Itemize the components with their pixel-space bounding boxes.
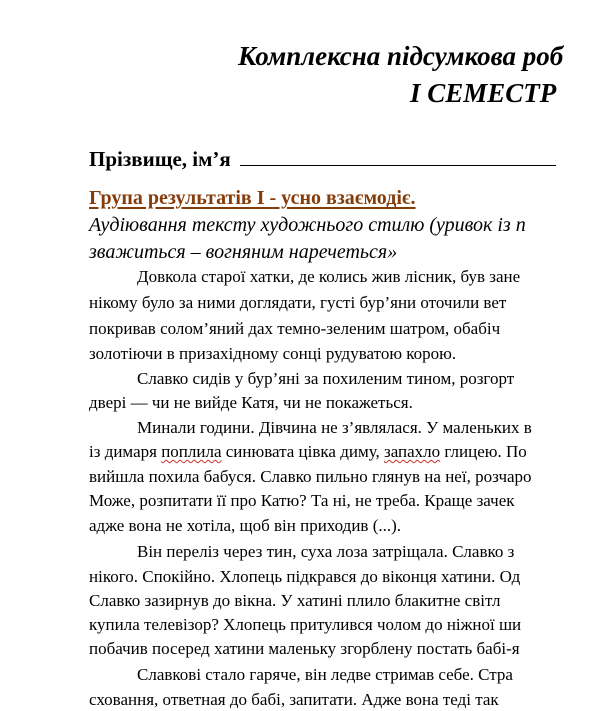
page-title-line-2: І СЕМЕСТР	[410, 78, 557, 108]
paragraph-5-line-2: сховання, ответная до бабі, запитати. Адже вона теді так	[89, 690, 499, 709]
spellcheck-word: запахло	[384, 442, 441, 461]
paragraph-1-line-2: нікому було за ними доглядати, густі бур’яни оточили вет	[89, 293, 507, 312]
name-field	[89, 145, 556, 172]
subtitle-line-1: Аудіювання тексту художнього стилю (уривок із п	[89, 214, 526, 236]
paragraph-4-line-5: побачив посеред хатини маленьку згорблену постать бабі-я	[89, 639, 520, 658]
paragraph-2-line-2: двері — чи не вийде Катя, чи не покажеться.	[89, 393, 413, 412]
paragraph-4-line-2: нікого. Спокійно. Хлопець підкрався до віконця хатини. Од	[89, 567, 521, 586]
page-title-line-1: Комплексна підсумкова роб	[238, 41, 564, 71]
paragraph-3-line-2	[89, 441, 527, 463]
paragraph-3-line-2-suffix: глицею. По	[440, 442, 527, 461]
paragraph-2-line-1: Славко сидів у бур’яні за похиленим тином, розгорт	[137, 369, 515, 388]
name-blank-line	[240, 145, 556, 166]
paragraph-5-line-1: Славкові стало гаряче, він ледве стримав себе. Стра	[137, 665, 513, 684]
paragraph-1-line-3: покривав солом’яний дах темно-зеленим шатром, обабіч	[89, 319, 501, 338]
paragraph-3-line-2-middle: синювата цівка диму,	[221, 442, 384, 461]
spellcheck-word: поплила	[161, 442, 222, 461]
paragraph-3-line-2-prefix: із димаря	[89, 442, 162, 461]
paragraph-4-line-1: Він переліз через тин, суха лоза затріщала. Славко з	[137, 542, 515, 561]
paragraph-3-line-3: вийшла похила бабуся. Славко пильно глянув на неї, розчаро	[89, 467, 532, 486]
paragraph-1-line-1: Довкола старої хатки, де колись жив лісник, був зане	[137, 267, 521, 286]
paragraph-3-line-5: адже вона не хотіла, щоб він приходив (...).	[89, 516, 402, 535]
paragraph-1-line-4: золотіючи в призахідному сонці рудуватою корою.	[89, 344, 457, 363]
name-label: Прізвище, ім’я	[89, 147, 231, 171]
section-heading: Група результатів І - усно взаємодіє.	[89, 187, 416, 209]
paragraph-3-line-1: Минали години. Дівчина не з’являлася. У маленьких в	[137, 418, 532, 437]
subtitle-line-2: зважиться – вогняним наречеться»	[89, 241, 398, 263]
paragraph-4-line-4: купила телевізор? Хлопець притулився чолом до ніжної ши	[89, 615, 522, 634]
paragraph-3-line-4: Може, розпитати її про Катю? Та ні, не треба. Краще зачек	[89, 491, 515, 510]
paragraph-4-line-3: Славко зазирнув до вікна. У хатині плило блакитне світл	[89, 591, 501, 610]
